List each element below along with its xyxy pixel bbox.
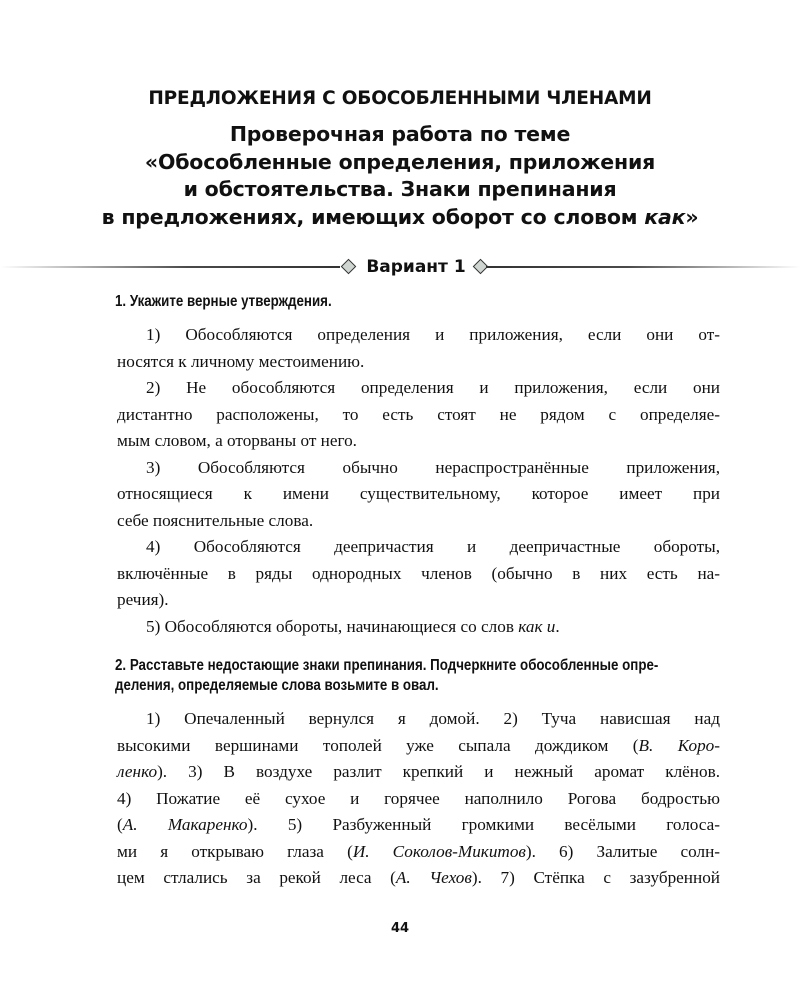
main-title-closing-quote: »: [685, 204, 699, 229]
main-title-italic-word: как: [644, 204, 686, 229]
task-1-body: [117, 322, 720, 640]
diamond-ornament-left-icon: [341, 259, 357, 275]
task-1-line: 1) Обособляются определения и приложения, если они от-: [146, 325, 720, 344]
main-title-line-4: [60, 204, 740, 232]
main-title-line-2: «Обособленные определения, приложения: [144, 149, 656, 174]
task-2-text: цем стлались за рекой леса (: [117, 868, 396, 887]
task-2-text: ). 6) Залитые солн-: [525, 841, 721, 861]
main-title: [60, 121, 740, 231]
task-2-line: [117, 812, 720, 839]
main-title-line-3: и обстоятельства. Знаки препинания: [183, 177, 617, 201]
author-name: ленко: [117, 762, 158, 781]
task-2-text: ми я открываю глаза (: [117, 841, 353, 861]
task-2-line: 1) Опечаленный вернулся я домой. 2) Туча нависшая над: [146, 709, 720, 728]
author-name: А. Макаренко: [122, 815, 248, 834]
task-2-line: [117, 759, 720, 786]
task-2-heading-line-2: деления, определяемые слова возьмите в овал.: [115, 677, 439, 694]
task-2-text: ). 5) Разбуженный громкими весёлыми голоса-: [247, 815, 721, 834]
task-1-line: относящиеся к имени существительному, которое имеет при: [117, 484, 720, 503]
task-2-heading-line-1: 2. Расставьте недостающие знаки препинания. Подчеркните обособленные опре-: [115, 657, 659, 674]
task-1-line: 4) Обособляются деепричастия и деепричастные обороты,: [146, 537, 720, 556]
task-2-heading: [115, 656, 659, 696]
task-1-line: 2) Не обособляются определения и приложения, если они: [146, 378, 720, 397]
task-1-heading: [115, 292, 631, 312]
task-2-body: [117, 706, 720, 892]
task-2-text: ). 3) В воздухе разлит крепкий и нежный аромат клёнов.: [157, 762, 720, 781]
task-1-line: включённые в ряды однородных членов (обычно в них есть на-: [117, 563, 720, 583]
main-title-line-1: Проверочная работа по теме: [229, 122, 571, 146]
author-name: В. Коро-: [638, 735, 720, 755]
task-1-line: себе пояснительные слова.: [117, 510, 314, 530]
task-1-line-text: 5) Обособляются обороты, начинающиеся со слов: [146, 616, 519, 636]
variant-label: Вариант 1: [366, 257, 466, 277]
main-title-line-4-text: в предложениях, имеющих оборот со словом: [101, 204, 645, 229]
variant-divider: [0, 255, 800, 279]
task-2-text: высокими вершинами тополей уже сыпала дождиком (: [117, 735, 639, 755]
divider-line-left: [0, 266, 340, 268]
task-2-line: [117, 865, 720, 892]
task-1-line-end: .: [555, 616, 560, 636]
task-2-text: (: [117, 815, 123, 834]
task-1-line: носятся к личному местоимению.: [117, 351, 365, 371]
task-1-line: [117, 614, 720, 641]
page-number: 44: [390, 921, 410, 936]
task-1-heading-text: 1. Укажите верные утверждения.: [115, 293, 332, 310]
author-name: И. Соколов-Микитов: [352, 841, 526, 861]
task-1-italic-phrase: как и: [518, 616, 556, 636]
task-1-line: речия).: [117, 590, 169, 609]
section-title: ПРЕДЛОЖЕНИЯ С ОБОСОБЛЕННЫМИ ЧЛЕНАМИ: [148, 88, 652, 109]
task-2-line: 4) Пожатие её сухое и горячее наполнило Рогова бодростью: [117, 788, 720, 808]
task-2-text: ). 7) Стёпка с зазубренной: [471, 868, 720, 887]
task-2-line: [117, 733, 720, 760]
divider-line-right: [486, 266, 800, 268]
task-1-line: дистантно расположены, то есть стоят не рядом с определяе-: [117, 404, 720, 424]
task-1-line: 3) Обособляются обычно нераспространённые приложения,: [146, 457, 720, 477]
author-name: А. Чехов: [395, 868, 472, 887]
task-2-line: [117, 839, 720, 866]
task-1-line: мым словом, а оторваны от него.: [117, 431, 357, 450]
